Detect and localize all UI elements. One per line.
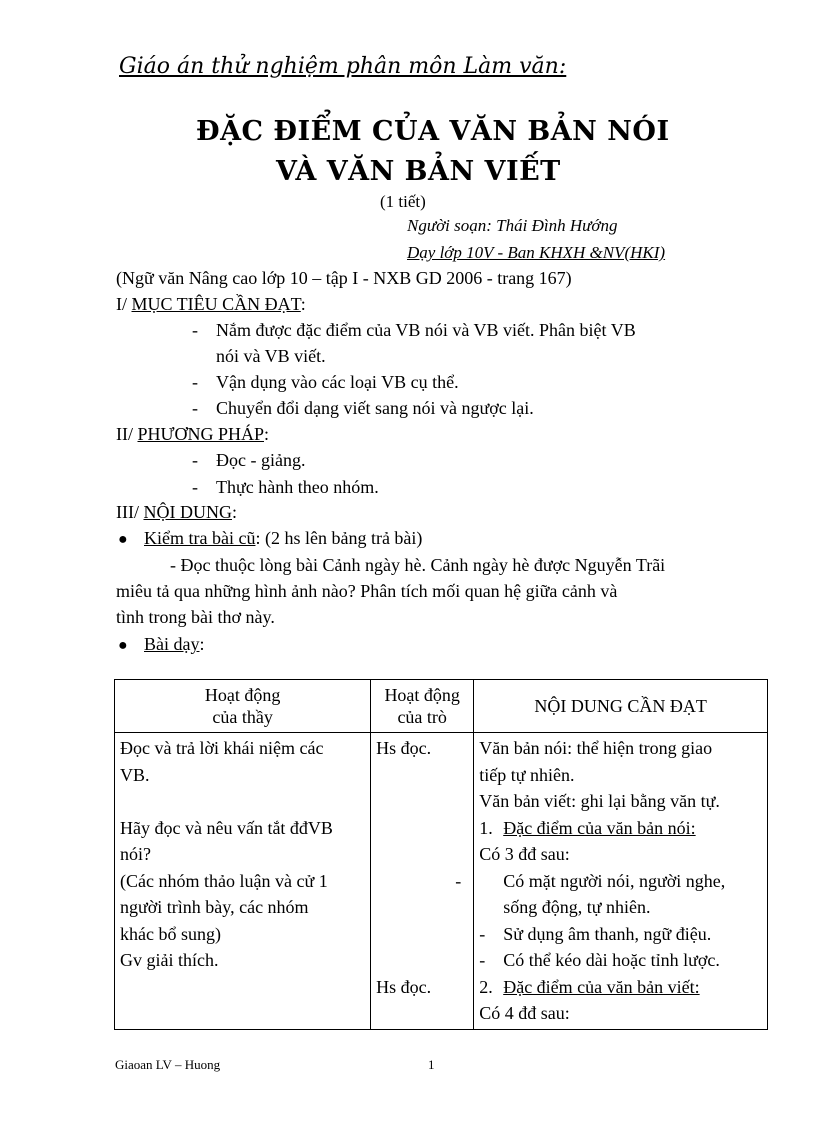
student-header	[371, 680, 474, 733]
document-heading: Giáo án thử nghiệm phân môn Làm văn:	[119, 54, 567, 79]
content-header: NỘI DUNG CẦN ĐẠT	[474, 680, 768, 733]
activity-table	[114, 679, 768, 1030]
teacher-header-line: Hoạt động	[204, 685, 281, 705]
lesson-title-line1: ĐẶC ĐIỂM CỦA VĂN BẢN NÓI	[196, 116, 670, 147]
lesson-heading	[118, 634, 205, 655]
check-question-line: miêu tả qua những hình ảnh nào? Phân tích mối quan hệ giữa cảnh và	[116, 581, 618, 601]
content-line: Có 4 đđ sau:	[479, 1003, 570, 1023]
teacher-line: VB.	[120, 764, 150, 785]
section3-suffix: :	[231, 502, 237, 522]
content-bullet: - Có mặt người nói, người nghe,	[455, 870, 726, 891]
section2-suffix: :	[264, 424, 270, 444]
section2-item: - Thực hành theo nhóm.	[192, 477, 379, 497]
check-old-lesson	[118, 528, 422, 549]
teacher-line: Gv giải thích.	[120, 950, 219, 970]
lesson-title-line2: VÀ VĂN BẢN VIẾT	[276, 156, 561, 187]
section1-item: - Chuyển đổi dạng viết sang nói và ngược lại.	[192, 398, 534, 418]
section1-title: MỤC TIÊU CẦN ĐẠT	[131, 294, 301, 314]
section2-prefix: II/	[116, 424, 138, 444]
teacher-header-line: của thầy	[212, 707, 273, 727]
content-line: tiếp tự nhiên.	[479, 764, 575, 785]
section1-item-continued: nói và VB viết.	[216, 346, 326, 366]
content-bullet: - Sử dụng âm thanh, ngữ điệu.	[479, 923, 712, 944]
content-cell	[455, 733, 768, 1030]
source-reference: (Ngữ văn Nâng cao lớp 10 – tập I - NXB GD 2006 - trang 167)	[116, 268, 572, 288]
class-info-line: Dạy lớp 10V - Ban KHXH &NV(HKI)	[407, 243, 666, 262]
section3-prefix: III/	[116, 502, 144, 522]
lesson-title: Bài dạy	[144, 634, 200, 654]
teacher-line: (Các nhóm thảo luận và cử 1	[120, 870, 328, 891]
teacher-cell	[115, 733, 371, 1030]
content-bullet-continued: sống động, tự nhiên.	[503, 897, 651, 917]
check-question-line: tình trong bài thơ này.	[116, 607, 275, 627]
section2-heading	[116, 424, 269, 445]
content-bullet: - Có thể kéo dài hoặc tỉnh lược.	[479, 950, 720, 970]
teacher-line: người trình bày, các nhóm	[120, 897, 309, 917]
section1-item-text: Chuyển đổi dạng viết sang nói và ngược lại.	[216, 398, 534, 418]
bullet-icon: ●	[118, 637, 128, 654]
content-line: Có 3 đđ sau:	[479, 844, 570, 864]
check-suffix: : (2 hs lên bảng trả bài)	[255, 528, 423, 548]
section1-item: - Vận dụng vào các loại VB cụ thể.	[192, 372, 459, 392]
student-line: Hs đọc.	[376, 738, 432, 758]
student-header-line: của trò	[397, 707, 447, 727]
section3-heading	[116, 502, 237, 523]
section2-item-text: Thực hành theo nhóm.	[216, 477, 379, 497]
content-bullet-text: Có thể kéo dài hoặc tỉnh lược.	[503, 950, 720, 970]
section1-suffix: :	[300, 294, 306, 314]
teacher-line: Hãy đọc và nêu vấn tắt đđVB	[120, 817, 333, 838]
footer-text: Giaoan LV – Huong	[115, 1057, 221, 1072]
section1-prefix: I/	[116, 294, 132, 314]
content-line: Văn bản nói: thể hiện trong giao	[479, 738, 713, 758]
section2-title: PHƯƠNG PHÁP	[137, 424, 264, 444]
subheading-number: 2.	[479, 976, 493, 997]
content-subheading	[479, 974, 762, 1001]
teacher-header	[115, 680, 371, 733]
content-line: Văn bản viết: ghi lại bằng văn tự.	[479, 791, 720, 811]
content-subheading	[479, 815, 762, 842]
check-question-line: - Đọc thuộc lòng bài Cảnh ngày hè. Cảnh ngày hè được Nguyễn Trãi	[170, 555, 666, 575]
content-bullet-text: Có mặt người nói, người nghe,	[503, 870, 726, 891]
section1-heading	[116, 294, 306, 315]
lesson-suffix: :	[199, 634, 205, 654]
subheading-text: Đặc điểm của văn bản viết:	[503, 976, 700, 997]
student-line: Hs đọc.	[376, 976, 432, 997]
section2-item-text: Đọc - giảng.	[216, 450, 306, 470]
content-bullet-text: Sử dụng âm thanh, ngữ điệu.	[503, 923, 712, 944]
teacher-line: Đọc và trả lời khái niệm các	[120, 738, 324, 758]
subheading-text: Đặc điểm của văn bản nói:	[503, 817, 696, 838]
section3-title: NỘI DUNG	[143, 502, 232, 522]
teacher-line: nói?	[120, 844, 151, 864]
student-header-line: Hoạt động	[384, 685, 460, 705]
check-title: Kiểm tra bài cũ	[144, 528, 256, 548]
section1-item-text: Nắm được đặc điểm của VB nói và VB viết. Phân biệt VB	[216, 320, 636, 340]
bullet-icon: ●	[118, 531, 128, 548]
table-row	[115, 733, 768, 1030]
teacher-line: khác bổ sung)	[120, 923, 221, 944]
author-line: Người soạn: Thái Đình Hướng	[407, 216, 618, 235]
table-header-row	[115, 680, 768, 733]
section2-item: - Đọc - giảng.	[192, 450, 306, 470]
section1-item: - Nắm được đặc điểm của VB nói và VB viết. Phân biệt VB	[192, 320, 636, 340]
section1-item-text: Vận dụng vào các loại VB cụ thể.	[216, 372, 459, 392]
subheading-number: 1.	[479, 817, 493, 838]
page-number: 1	[428, 1057, 435, 1072]
periods-count: (1 tiết)	[380, 192, 426, 211]
